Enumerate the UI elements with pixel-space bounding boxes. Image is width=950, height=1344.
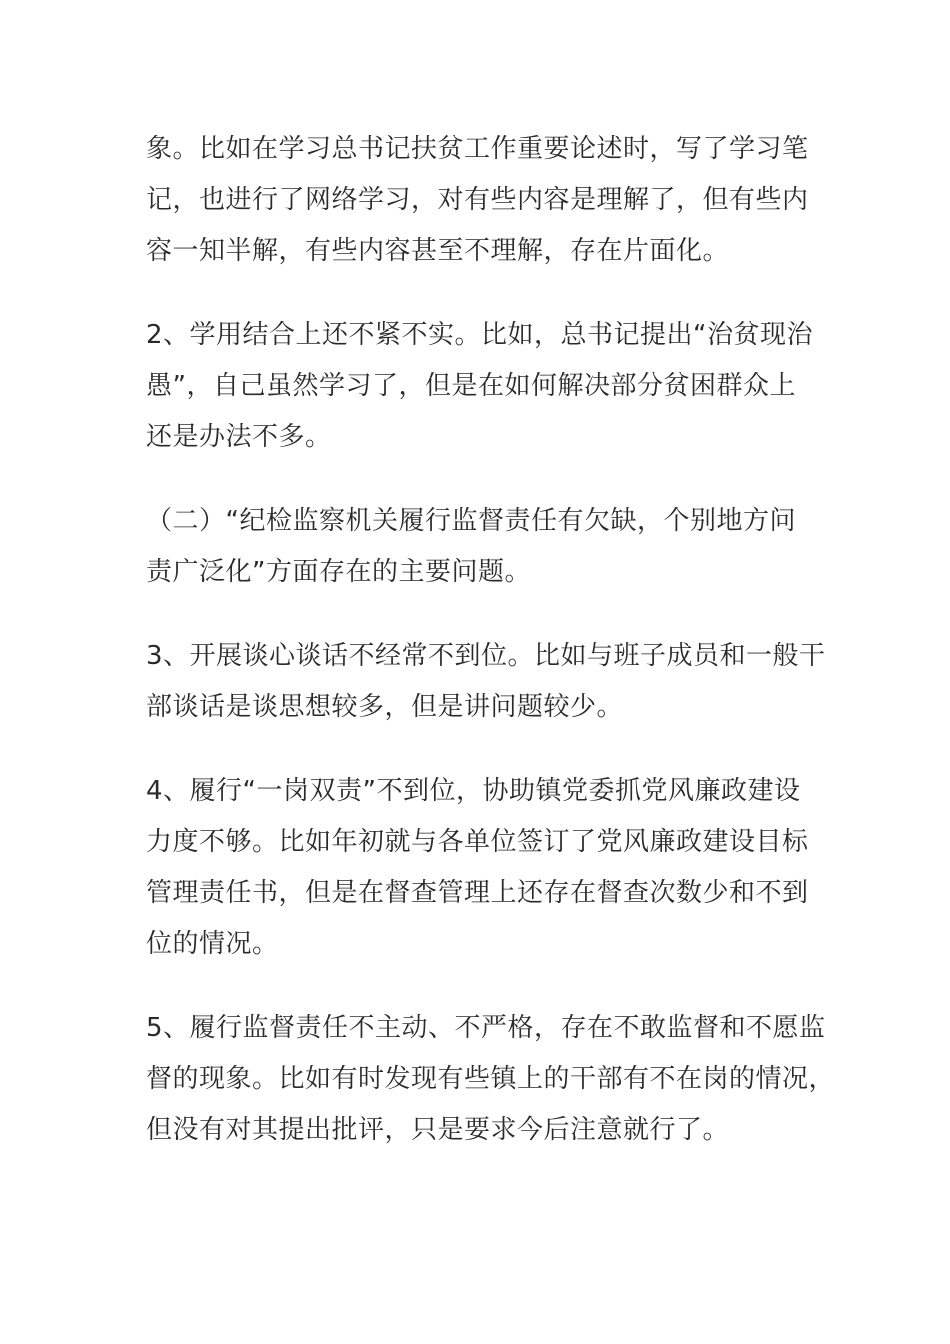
document-body xyxy=(146,124,836,1156)
paragraph-study-notes xyxy=(146,124,809,277)
text-line: 愚”，自己虽然学习了，但是在如何解决部分贫困群众上 xyxy=(146,371,796,401)
paragraph-section-heading-2 xyxy=(146,496,806,598)
paragraph-spacer xyxy=(146,463,806,496)
paragraph-item-3 xyxy=(146,631,826,733)
text-line: 部谈话是谈思想较多，但是讲问题较少。 xyxy=(146,692,624,722)
text-line: 力度不够。比如年初就与各单位签订了党风廉政建设目标 xyxy=(146,827,809,857)
text-line: 2、学用结合上还不紧不实。比如，总书记提出“治贫现治 xyxy=(146,320,814,350)
text-line: 还是办法不多。 xyxy=(146,422,332,452)
text-line: 督的现象。比如有时发现有些镇上的干部有不在岗的情况， xyxy=(146,1064,836,1094)
text-line: 3、开展谈心谈话不经常不到位。比如与班子成员和一般干 xyxy=(146,641,826,671)
paragraph-spacer xyxy=(146,277,806,310)
paragraph-item-2 xyxy=(146,310,814,463)
paragraph-item-4 xyxy=(146,766,809,970)
text-line: 责广泛化”方面存在的主要问题。 xyxy=(146,557,531,587)
text-line: 象。比如在学习总书记扶贫工作重要论述时，写了学习笔 xyxy=(146,134,809,164)
text-line: 但没有对其提出批评，只是要求今后注意就行了。 xyxy=(146,1115,730,1145)
text-line: 容一知半解，有些内容甚至不理解，存在片面化。 xyxy=(146,236,730,266)
text-line: 4、履行“一岗双责”不到位，协助镇党委抓党风廉政建设 xyxy=(146,776,801,806)
text-line: 管理责任书，但是在督查管理上还存在督查次数少和不到 xyxy=(146,878,809,908)
paragraph-spacer xyxy=(146,970,806,1003)
text-line: 位的情况。 xyxy=(146,929,279,959)
paragraph-item-5 xyxy=(146,1003,836,1156)
text-line: （二）“纪检监察机关履行监督责任有欠缺，个别地方问 xyxy=(146,506,796,536)
paragraph-spacer xyxy=(146,733,806,766)
text-line: 记，也进行了网络学习，对有些内容是理解了，但有些内 xyxy=(146,185,809,215)
paragraph-spacer xyxy=(146,598,806,631)
text-line: 5、履行监督责任不主动、不严格，存在不敢监督和不愿监 xyxy=(146,1013,826,1043)
